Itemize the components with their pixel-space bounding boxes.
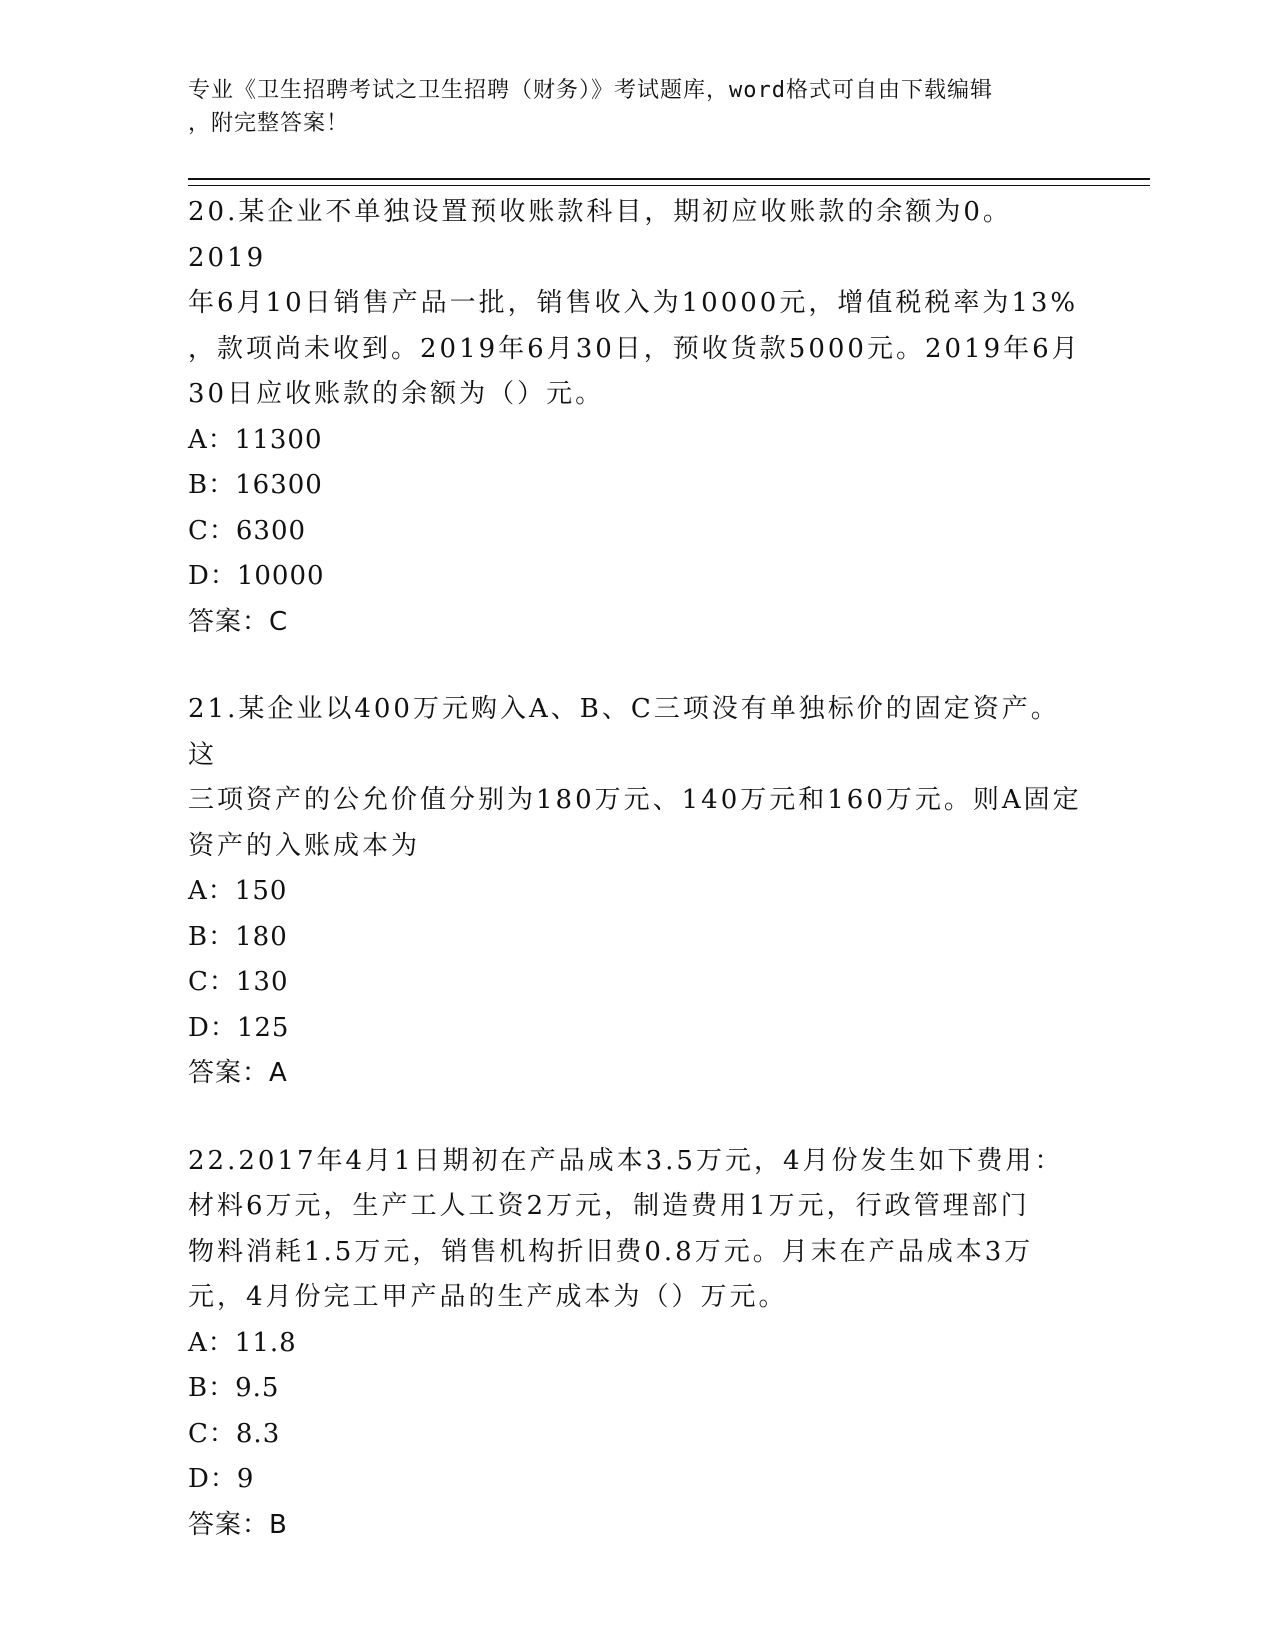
option-a: A：11.8 xyxy=(188,1327,297,1358)
option-d: D：9 xyxy=(188,1464,255,1494)
stem-line: 21.某企业以400万元购入A、B、C三项没有单独标价的固定资产。这 xyxy=(188,694,1060,770)
question-stem xyxy=(188,687,1088,869)
question-stem xyxy=(188,190,1088,418)
stem-line: 材料6万元，生产工人工资2万元，制造费用1万元，行政管理部门 xyxy=(188,1191,1030,1221)
stem-line: 资产的入账成本为 xyxy=(188,830,421,861)
header-line-2: ，附完整答案！ xyxy=(188,111,350,136)
option-b: B：9.5 xyxy=(188,1373,280,1403)
option-c: C：8.3 xyxy=(188,1418,281,1449)
question-stem xyxy=(188,1139,1088,1321)
header-line-1: 专业《卫生招聘考试之卫生招聘（财务）》考试题库，word格式可自由下载编辑 xyxy=(188,78,993,103)
answer-line: 答案：B xyxy=(188,1509,288,1540)
option-d: D：125 xyxy=(188,1012,290,1043)
answer-line: 答案：A xyxy=(188,1058,288,1088)
document-header xyxy=(188,74,1068,140)
option-c: C：6300 xyxy=(188,515,307,546)
question-20 xyxy=(188,190,1088,645)
stem-line: 物料消耗1.5万元，销售机构折旧费0.8万元。月末在产品成本3万 xyxy=(188,1236,1034,1267)
question-list xyxy=(188,190,1088,1590)
stem-line: 30日应收账款的余额为（）元。 xyxy=(188,379,605,409)
option-d: D：10000 xyxy=(188,561,325,591)
question-21 xyxy=(188,687,1088,1097)
stem-line: 20.某企业不单独设置预收账款科目，期初应收账款的余额为0。2019 xyxy=(188,197,1012,273)
question-22 xyxy=(188,1139,1088,1549)
option-b: B：180 xyxy=(188,921,288,952)
option-a: A：11300 xyxy=(188,424,323,455)
stem-line: 三项资产的公允价值分别为180万元、140万元和160万元。则A固定 xyxy=(188,785,1082,815)
stem-line: ，款项尚未收到。2019年6月30日，预收货款5000元。2019年6月 xyxy=(188,333,1081,364)
option-b: B：16300 xyxy=(188,470,323,500)
option-a: A：150 xyxy=(188,876,288,906)
answer-line: 答案：C xyxy=(188,606,289,637)
stem-line: 22.2017年4月1日期初在产品成本3.5万元，4月份发生如下费用： xyxy=(188,1145,1064,1176)
stem-line: 元，4月份完工甲产品的生产成本为（）万元。 xyxy=(188,1282,788,1312)
stem-line: 年6月10日销售产品一批，销售收入为10000元，增值税税率为13% xyxy=(188,288,1079,318)
header-divider xyxy=(188,178,1150,186)
option-c: C：130 xyxy=(188,967,289,997)
